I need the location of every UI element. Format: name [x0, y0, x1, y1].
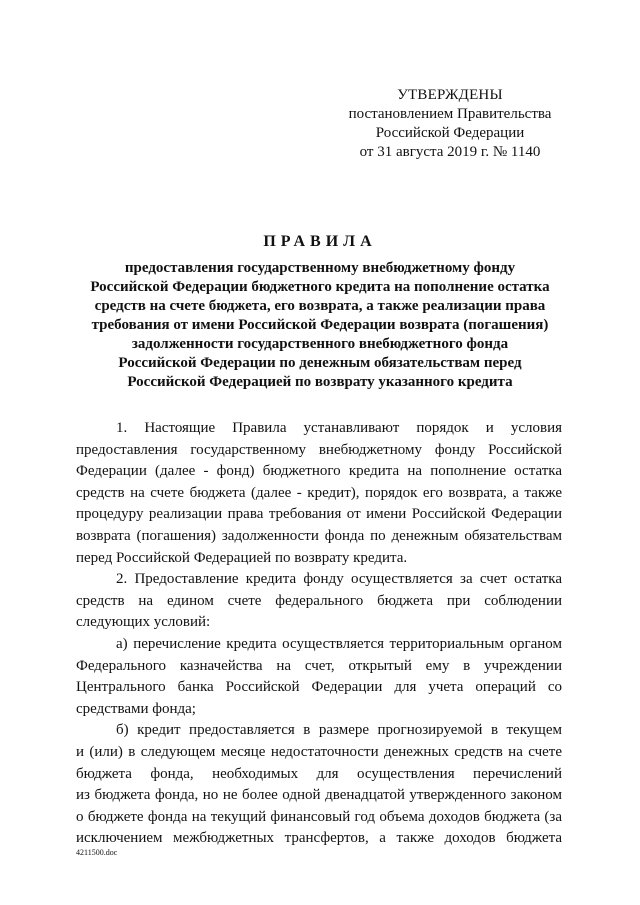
- body-line: а) перечисление кредита осуществляется территориальным органом: [116, 635, 562, 652]
- document-body: [76, 418, 562, 850]
- approval-line-1: постановлением Правительства: [348, 106, 552, 122]
- body-line: исключением межбюджетных трансфертов, а также доходов бюджета: [76, 830, 562, 847]
- body-line: о бюджете фонда на текущий финансовый год объема доходов бюджета (за: [76, 808, 562, 825]
- body-line: Федерального казначейства на счет, открытый ему в учреждении: [76, 657, 562, 674]
- approval-line-3: от 31 августа 2019 г. № 1140: [359, 144, 541, 160]
- body-line: предоставления государственному внебюджетному фонду Российской: [76, 441, 562, 458]
- body-line: процедуру реализации права требования от имени Российской Федерации: [76, 506, 562, 523]
- body-line: средствами фонда;: [76, 700, 196, 717]
- body-line: следующих условий:: [76, 614, 211, 631]
- file-name-footer: 4211500.doc: [76, 848, 118, 857]
- approval-line-2: Российской Федерации: [375, 125, 525, 141]
- subtitle-line: предоставления государственному внебюджетному фонду: [124, 260, 516, 276]
- body-line: б) кредит предоставляется в размере прогнозируемой в текущем: [116, 722, 562, 739]
- subtitle-line: средств на счете бюджета, его возврата, а также реализации права: [94, 298, 546, 314]
- subtitle-line: Российской Федерации по денежным обязательствам перед: [118, 355, 522, 371]
- body-line: возврата (погашения) задолженности фонда по денежным обязательствам: [76, 527, 562, 544]
- body-line: средств на счете бюджета (далее - кредит), порядок его возврата, а также: [76, 484, 562, 501]
- approval-heading: УТВЕРЖДЕНЫ: [397, 87, 503, 103]
- body-line: 2. Предоставление кредита фонду осуществляется за счет остатка: [116, 571, 562, 588]
- body-line: 1. Настоящие Правила устанавливают порядок и условия: [116, 420, 562, 436]
- body-line: перед Российской Федерацией по возврату кредита.: [76, 549, 408, 566]
- body-line: бюджета фонда, необходимых для осуществления перечислений: [76, 765, 562, 782]
- body-line: и (или) в следующем месяце недостаточности денежных средств на счете: [76, 743, 562, 760]
- body-line: Центрального банка Российской Федерации для учета операций со: [76, 679, 562, 696]
- body-line: Федерации (далее - фонд) бюджетного кредита на пополнение остатка: [76, 463, 562, 480]
- subtitle-line: требования от имени Российской Федерации возврата (погашения): [91, 317, 549, 333]
- subtitle-line: Российской Федерацией по возврату указанного кредита: [127, 374, 513, 390]
- body-line: из бюджета фонда, но не более одной двенадцатой утвержденного законом: [76, 787, 562, 804]
- body-line: средств на едином счете федерального бюджета при соблюдении: [76, 592, 562, 609]
- document-title: ПРАВИЛА: [263, 233, 377, 250]
- document-subtitle: [78, 259, 562, 392]
- subtitle-line: Российской Федерации бюджетного кредита на пополнение остатка: [90, 279, 550, 295]
- approval-stamp: [340, 86, 560, 162]
- subtitle-line: задолженности государственного внебюджетного фонда: [131, 336, 509, 352]
